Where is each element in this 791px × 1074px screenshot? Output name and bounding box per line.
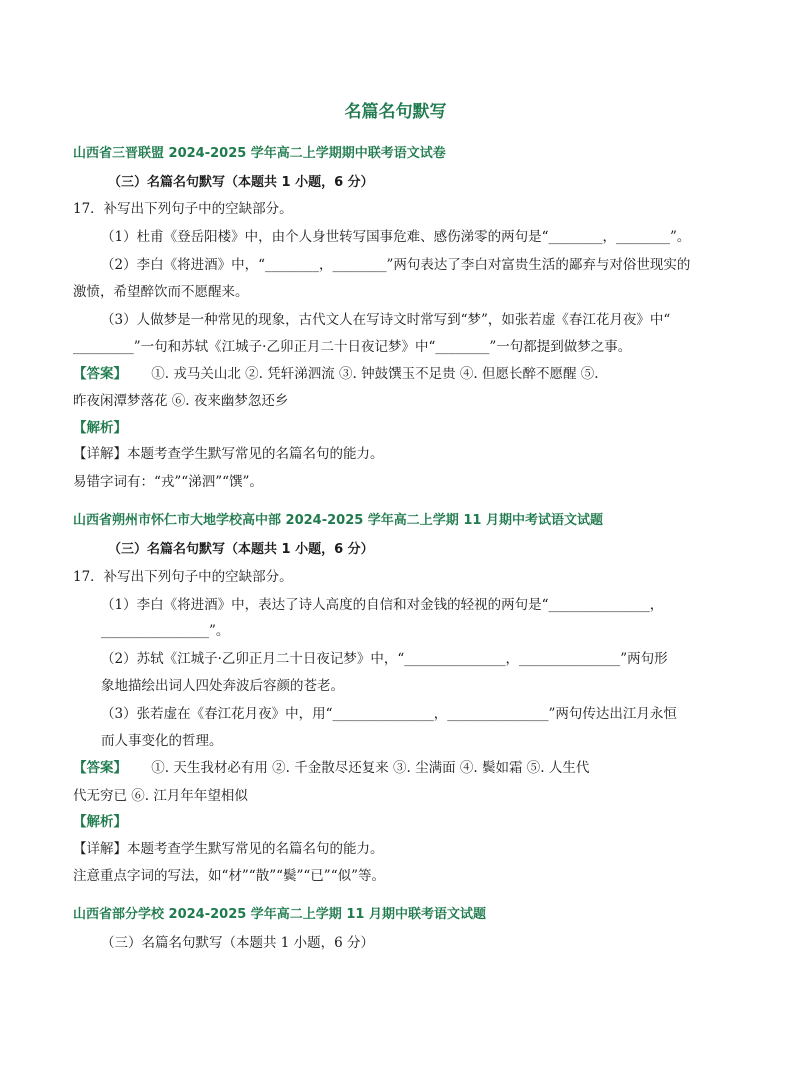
section-1-line-5: _________”一句和苏轼《江城子·乙卯正月二十日夜记梦》中“________”一句都提到做梦之事。	[73, 339, 632, 355]
detail-tag: 【详解】	[73, 446, 127, 462]
section-1-answer	[73, 365, 599, 383]
section-2-analysis-tag: 【解析】	[73, 814, 127, 830]
section-3-heading: （三）名篇名句默写（本题共 1 小题，6 分）	[101, 935, 375, 951]
section-2-line-6: 而人事变化的哲理。	[101, 733, 223, 749]
section-2-line-5: （3）张若虚在《春江花月夜》中，用“_______________，_______________”两句传达出江月永恒	[101, 706, 677, 722]
section-2-line-1: （1）李白《将进酒》中，表达了诗人高度的自信和对金钱的轻视的两句是“_______________，	[101, 597, 664, 613]
detail-text: 本题考查学生默写常见的名篇名句的能力。	[127, 841, 384, 857]
answer-tag: 【答案】	[73, 760, 127, 776]
section-2-line-3: （2）苏轼《江城子·乙卯正月二十日夜记梦》中，“_______________，_______________”两句形	[101, 651, 668, 667]
section-1-note: 易错字词有：“戎”“涕泗”“馔”。	[73, 474, 263, 490]
section-2-line-4: 象地描绘出词人四处奔波后容颜的苍老。	[101, 678, 344, 694]
section-2-source: 山西省朔州市怀仁市大地学校高中部 2024-2025 学年高二上学期 11 月期中考试语文试题	[73, 513, 603, 528]
section-1-line-2: （2）李白《将进酒》中，“________，________”两句表达了李白对富贵生活的鄙弃与对俗世现实的	[101, 257, 691, 273]
section-2-question: 17．补写出下列句子中的空缺部分。	[73, 569, 293, 585]
page-title: 名篇名句默写	[344, 102, 447, 122]
section-2-detail	[73, 840, 384, 858]
answer-tag: 【答案】	[73, 366, 127, 382]
detail-text: 本题考查学生默写常见的名篇名句的能力。	[127, 446, 384, 462]
section-3-source: 山西省部分学校 2024-2025 学年高二上学期 11 月期中联考语文试题	[73, 907, 486, 922]
section-2-answer-cont: 代无穷已 ⑥. 江月年年望相似	[73, 788, 248, 804]
section-1-line-4: （3）人做梦是一种常见的现象，古代文人在写诗文时常写到“梦”，如张若虚《春江花月夜》中“	[101, 312, 671, 328]
section-2-answer	[73, 759, 589, 777]
answer-text: ①. 天生我材必有用 ②. 千金散尽还复来 ③. 尘满面 ④. 鬓如霜 ⑤. 人生代	[151, 760, 590, 776]
section-1-heading: （三）名篇名句默写（本题共 1 小题，6 分）	[108, 175, 374, 190]
section-1-line-3: 激愤，希望醉饮而不愿醒来。	[73, 284, 249, 300]
section-2-heading: （三）名篇名句默写（本题共 1 小题，6 分）	[108, 542, 374, 557]
section-1-source: 山西省三晋联盟 2024-2025 学年高二上学期期中联考语文试卷	[73, 146, 446, 161]
section-1-detail	[73, 445, 384, 463]
section-1-answer-cont: 昨夜闲潭梦落花 ⑥. 夜来幽梦忽还乡	[73, 393, 289, 409]
section-1-analysis-tag: 【解析】	[73, 420, 127, 436]
answer-text: ①. 戎马关山北 ②. 凭轩涕泗流 ③. 钟鼓馔玉不足贵 ④. 但愿长醉不愿醒 ⑤.	[151, 366, 599, 382]
detail-tag: 【详解】	[73, 841, 127, 857]
section-1-line-1: （1）杜甫《登岳阳楼》中，由个人身世转写国事危难、感伤涕零的两句是“________，________”。	[101, 229, 691, 245]
section-2-line-2: ________________”。	[101, 623, 230, 639]
section-1-question: 17．补写出下列句子中的空缺部分。	[73, 201, 293, 217]
section-2-note: 注意重点字词的写法，如“材”“散”“鬓”“已”“似”等。	[73, 868, 386, 884]
